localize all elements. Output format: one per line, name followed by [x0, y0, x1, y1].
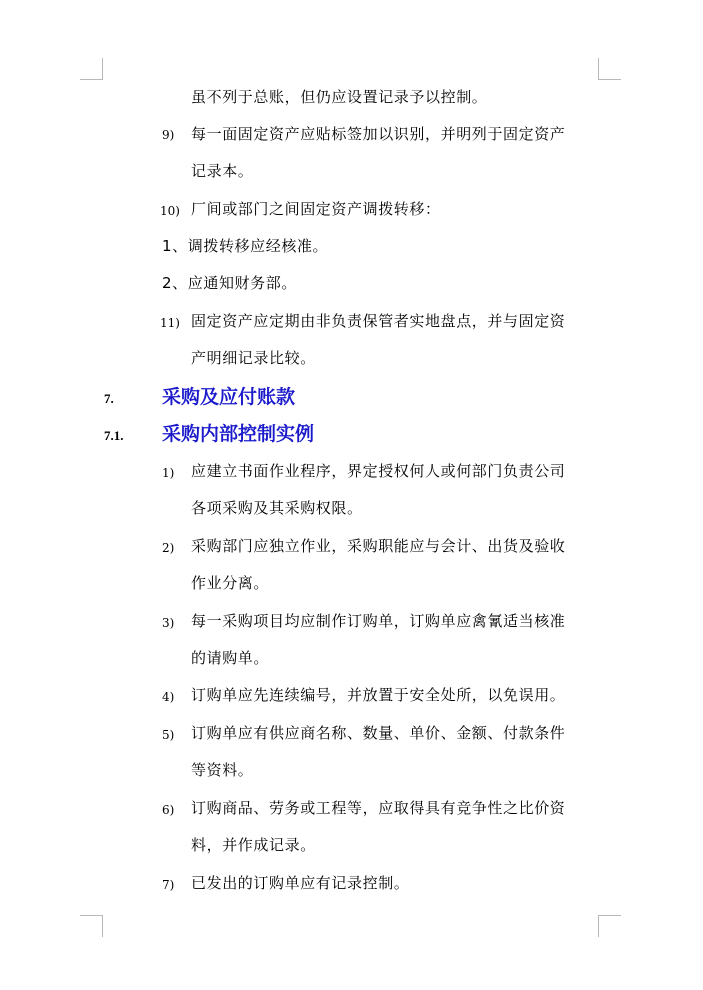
- list-item-text: 已发出的订购单应有记录控制。: [191, 874, 410, 892]
- crop-mark-bottom-left-v: [102, 915, 103, 937]
- list-item-text: 厂间或部门之间固定资产调拨转移：: [191, 200, 441, 218]
- crop-mark-top-left-h: [80, 79, 102, 80]
- list-number: 7): [162, 878, 175, 892]
- list-item-continuation: 记录本。: [191, 162, 254, 180]
- body-line: 虽不列于总账，但仍应设置记录予以控制。: [191, 88, 488, 106]
- list-number: 9): [162, 128, 175, 142]
- list-item-continuation: 产明细记录比较。: [191, 349, 316, 367]
- list-item-text: 固定资产应定期由非负责保管者实地盘点，并与固定资: [191, 312, 566, 330]
- crop-mark-bottom-right-v: [598, 915, 599, 937]
- list-item-text: 每一采购项目均应制作订购单，订购单应禽氰适当核准: [191, 612, 566, 630]
- list-item-text: 应建立书面作业程序，界定授权何人或何部门负责公司: [191, 462, 566, 480]
- subsection-heading: 采购内部控制实例: [162, 423, 315, 445]
- crop-mark-bottom-right-h: [599, 915, 621, 916]
- section-heading: 采购及应付账款: [162, 386, 296, 408]
- crop-mark-top-right-v: [598, 58, 599, 80]
- list-number: 1): [162, 466, 175, 480]
- sub-item: 1、调拨转移应经核准。: [162, 237, 329, 255]
- heading-number: 7.: [104, 391, 114, 406]
- list-number: 2): [162, 541, 175, 555]
- list-item-continuation: 的请购单。: [191, 649, 270, 667]
- list-number: 5): [162, 728, 175, 742]
- list-number: 4): [162, 690, 175, 704]
- list-number: 10): [160, 204, 180, 218]
- list-number: 3): [162, 616, 175, 630]
- list-item-continuation: 各项采购及其采购权限。: [191, 499, 363, 517]
- list-item-continuation: 作业分离。: [191, 574, 270, 592]
- sub-item: 2、应通知财务部。: [162, 274, 297, 292]
- list-item-text: 订购单应先连续编号，并放置于安全处所，以免误用。: [191, 686, 566, 704]
- crop-mark-top-left-v: [102, 58, 103, 80]
- crop-mark-bottom-left-h: [80, 915, 102, 916]
- list-item-text: 订购商品、劳务或工程等，应取得具有竞争性之比价资: [191, 799, 566, 817]
- list-number: 11): [160, 316, 180, 330]
- list-number: 6): [162, 803, 175, 817]
- list-item-continuation: 等资料。: [191, 761, 254, 779]
- crop-mark-top-right-h: [599, 79, 621, 80]
- heading-number: 7.1.: [104, 428, 124, 443]
- list-item-text: 采购部门应独立作业，采购职能应与会计、出货及验收: [191, 537, 566, 555]
- list-item-text: 订购单应有供应商名称、数量、单价、金额、付款条件: [191, 724, 566, 742]
- list-item-text: 每一面固定资产应贴标签加以识别，并明列于固定资产: [191, 125, 566, 143]
- list-item-continuation: 料，并作成记录。: [191, 836, 316, 854]
